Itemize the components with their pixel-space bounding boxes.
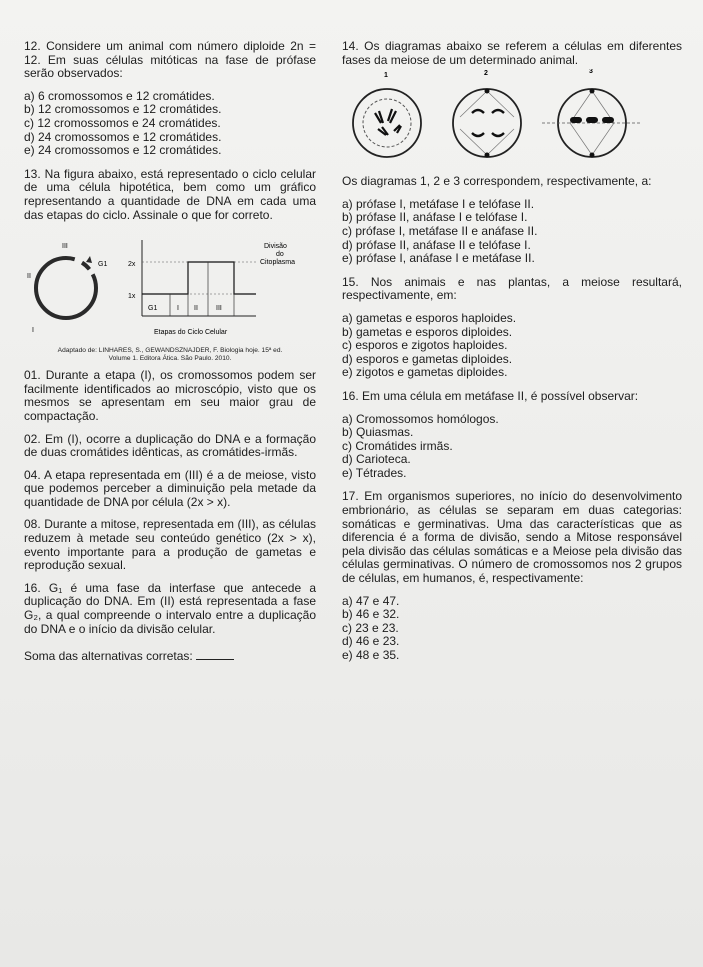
right-column	[342, 24, 682, 663]
q15-option-c: c) esporos e zigotos haploides.	[342, 338, 508, 353]
diagram-number-2: 2	[484, 70, 488, 78]
meiosis-diagrams	[342, 69, 642, 169]
q14-option-b: b) prófase II, anáfase I e telófase I.	[342, 210, 528, 225]
dna-quantity-line	[142, 262, 256, 294]
q17-option-b: b) 46 e 32.	[342, 607, 400, 622]
statement-02: 02. Em (I), ocorre a duplicação do DNA e a formação de duas cromátides idênticas, as cromátides-irmãs.	[24, 431, 316, 460]
q14-option-a: a) prófase I, metáfase I e telófase II.	[342, 196, 535, 211]
left-column	[24, 40, 316, 664]
q15-options	[342, 312, 682, 380]
q12-option-b: b) 12 cromossomos e 12 cromátides.	[24, 102, 222, 117]
phase-label-III: III	[216, 305, 222, 313]
circle-label-III: III	[62, 243, 68, 251]
statement-01: 01. Durante a etapa (I), os cromossomos podem ser facilmente identificados ao microscópio, visto que os mesmos se apresentam em seu maior grau de compactação.	[24, 368, 316, 423]
division-label-2: do	[276, 251, 284, 259]
cycle-arrow-icon	[86, 256, 92, 263]
q17-option-e: e) 48 e 35.	[342, 648, 400, 662]
q14-question: Os diagramas 1, 2 e 3 correspondem, respectivamente, a:	[342, 174, 652, 189]
q16-option-a: a) Cromossomos homólogos.	[342, 411, 499, 426]
phase-label-G1: G1	[148, 305, 158, 313]
diagram-number-1: 1	[384, 72, 388, 80]
cell-2	[453, 89, 521, 158]
q17-option-c: c) 23 e 23.	[342, 620, 399, 635]
sum-label: Soma das alternativas corretas:	[24, 649, 193, 664]
q14-option-d: d) prófase II, anáfase II e telófase I.	[342, 237, 531, 252]
q16-text: 16. Em uma célula em metáfase II, é possível observar:	[342, 388, 639, 403]
q12-option-a: a) 6 cromossomos e 12 cromátides.	[24, 88, 215, 103]
q17-options	[342, 595, 682, 663]
q15-text: 15. Nos animais e nas plantas, a meiose resultará, respectivamente, em:	[342, 274, 682, 303]
q16-option-c: c) Cromátides irmãs.	[342, 438, 453, 453]
q15-option-a: a) gametas e esporos haploides.	[342, 310, 517, 325]
y-tick-2x: 2x	[128, 261, 136, 269]
phase-label-II: II	[194, 305, 198, 313]
q12-text: 12. Considere um animal com número diploide 2n = 12. Em suas células mitóticas na fase de prófase serão observados:	[24, 39, 316, 81]
circle-label-I: I	[32, 327, 34, 335]
figure-source-1: Adaptado de: LINHARES, S., GEWANDSZNAJDER, F. Biologia hoje. 15ª ed.	[57, 347, 283, 355]
q12-option-c: c) 12 cromossomos e 24 cromátides.	[24, 115, 221, 130]
cell-3	[542, 89, 642, 158]
q15-option-e: e) zigotos e gametas diploides.	[342, 365, 508, 380]
answer-blank[interactable]	[196, 659, 234, 660]
division-label-3: Citoplasma	[260, 259, 296, 267]
q17-option-d: d) 46 e 23.	[342, 634, 400, 649]
y-tick-1x: 1x	[128, 293, 136, 301]
sum-line	[24, 650, 316, 664]
q12-options	[24, 90, 316, 158]
cell-1	[353, 89, 421, 157]
q17-option-a: a) 47 e 47.	[342, 593, 400, 608]
division-label-1: Divisão	[264, 243, 287, 251]
statement-08: 08. Durante a mitose, representada em (III), as células reduzem à metade seu conteúdo genético (2x > x), evento importante para a produção de gametas e reprodução sexual.	[24, 517, 316, 573]
diagram-number-3: 3	[589, 69, 593, 76]
x-axis-title: Etapas do Ciclo Celular	[154, 329, 228, 337]
q12-option-e: e) 24 cromossomos e 12 cromátides.	[24, 143, 222, 158]
statement-04: 04. A etapa representada em (III) é a de meiose, visto que podemos perceber a diminuição pela metade da quantidade de DNA por célula (2x > x).	[24, 467, 316, 509]
q14-option-e: e) prófase I, anáfase I e metáfase II.	[342, 251, 535, 266]
q14-text: 14. Os diagramas abaixo se referem a células em diferentes fases da meiose de um determinado animal.	[342, 39, 682, 67]
q16-option-b: b) Quiasmas.	[342, 425, 414, 440]
q14-option-c: c) prófase I, metáfase II e anáfase II.	[342, 223, 538, 238]
q15-option-b: b) gametas e esporos diploides.	[342, 324, 513, 339]
cell-cycle-figure	[24, 226, 316, 346]
q17-text: 17. Em organismos superiores, no início do desenvolvimento embrionário, as células se separam em duas categorias: somáticas e germinativas. Uma das características que as diferencia é a forma de divisão, sendo a Mitose responsável pela divisão das células somáticas e a Meiose pela divisão das células germinativas. O número de cromossomos nos 2 grupos de células, em humanos, é, respectivamente:	[342, 489, 682, 586]
q16-option-d: d) Carioteca.	[342, 452, 411, 467]
q13-text: 13. Na figura abaixo, está representado o ciclo celular de uma célula hipotética, bem como um gráfico representando a quantidade de DNA em cada uma das etapas do ciclo. Assinale o que for correto.	[24, 166, 316, 222]
q14-options	[342, 198, 682, 266]
q16-option-e: e) Tétrades.	[342, 465, 407, 480]
phase-label-I: I	[177, 305, 179, 313]
cell-cycle-circle	[36, 258, 96, 318]
figure-source-2: Volume 1. Editora Ática. São Paulo. 2010.	[108, 355, 232, 363]
q15-option-d: d) esporos e gametas diploides.	[342, 351, 513, 366]
circle-label-G1: G1	[98, 261, 108, 269]
circle-label-II: II	[27, 273, 31, 281]
q12-option-d: d) 24 cromossomos e 12 cromátides.	[24, 129, 222, 144]
q16-options	[342, 413, 682, 481]
statement-16: 16. G₁ é uma fase da interfase que antecede a duplicação do DNA. Em (II) está representada a fase G₂, a qual compreende o intervalo entre a duplicação do DNA e o início da divisão celular.	[24, 580, 316, 636]
